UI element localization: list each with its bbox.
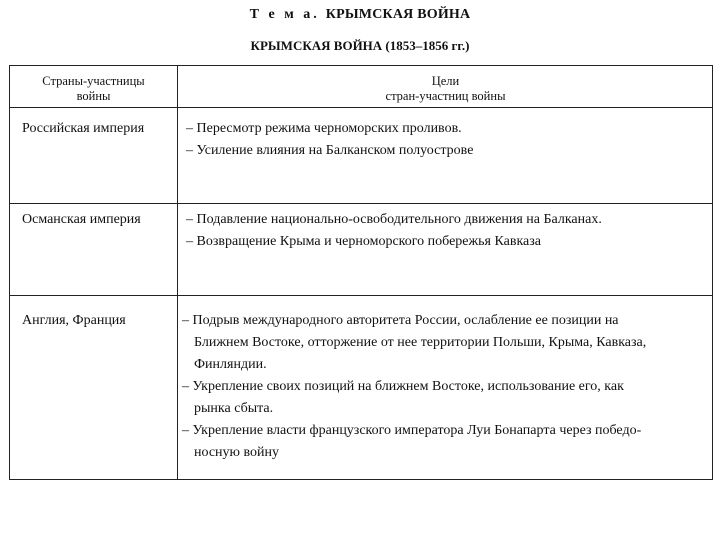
goal-line: – Укрепление своих позиций на ближнем Востоке, использование его, как [182, 379, 624, 394]
header-countries [10, 74, 177, 104]
document-subtitle: КРЫМСКАЯ ВОЙНА (1853–1856 гг.) [250, 38, 470, 53]
goals-russia [186, 118, 711, 162]
goal-line: – Подрыв международного авторитета России, ослабление ее позиции на [182, 313, 619, 328]
goals-ottoman [186, 209, 711, 253]
goal-line: – Усиление влияния на Балканском полуострове [186, 143, 474, 158]
country-russia: Российская империя [22, 121, 145, 136]
topic-prefix: Т е м а. [249, 7, 320, 22]
goal-line: Ближнем Востоке, отторжение от нее территории Польши, Крыма, Кавказа, [194, 335, 647, 350]
header-countries-line: Страны-участницы [42, 74, 145, 88]
row-divider [10, 295, 712, 296]
goal-line: – Возвращение Крыма и черноморского побережья Кавказа [186, 234, 542, 249]
row-divider [10, 203, 712, 204]
goal-line: – Подавление национально-освободительного движения на Балканах. [186, 212, 602, 227]
header-countries-line: войны [76, 89, 111, 103]
goals-england-france [182, 310, 707, 464]
topic-title: КРЫМСКАЯ ВОЙНА [325, 7, 471, 22]
goals-table [9, 65, 713, 480]
goal-line: носную войну [194, 445, 280, 460]
goal-line: – Пересмотр режима черноморских проливов. [186, 121, 462, 136]
header-goals [178, 74, 713, 104]
header-divider [10, 107, 712, 108]
column-divider [177, 66, 178, 479]
header-goals-line: стран-участниц войны [385, 89, 506, 103]
goal-line: – Укрепление власти французского императора Луи Бонапарта через победо- [182, 423, 642, 438]
page-title [0, 7, 720, 23]
goal-line: рынка сбыта. [194, 401, 274, 416]
country-england-france: Англия, Франция [22, 313, 126, 328]
country-ottoman: Османская империя [22, 212, 141, 227]
header-goals-line: Цели [431, 74, 460, 88]
goal-line: Финляндии. [194, 357, 267, 372]
